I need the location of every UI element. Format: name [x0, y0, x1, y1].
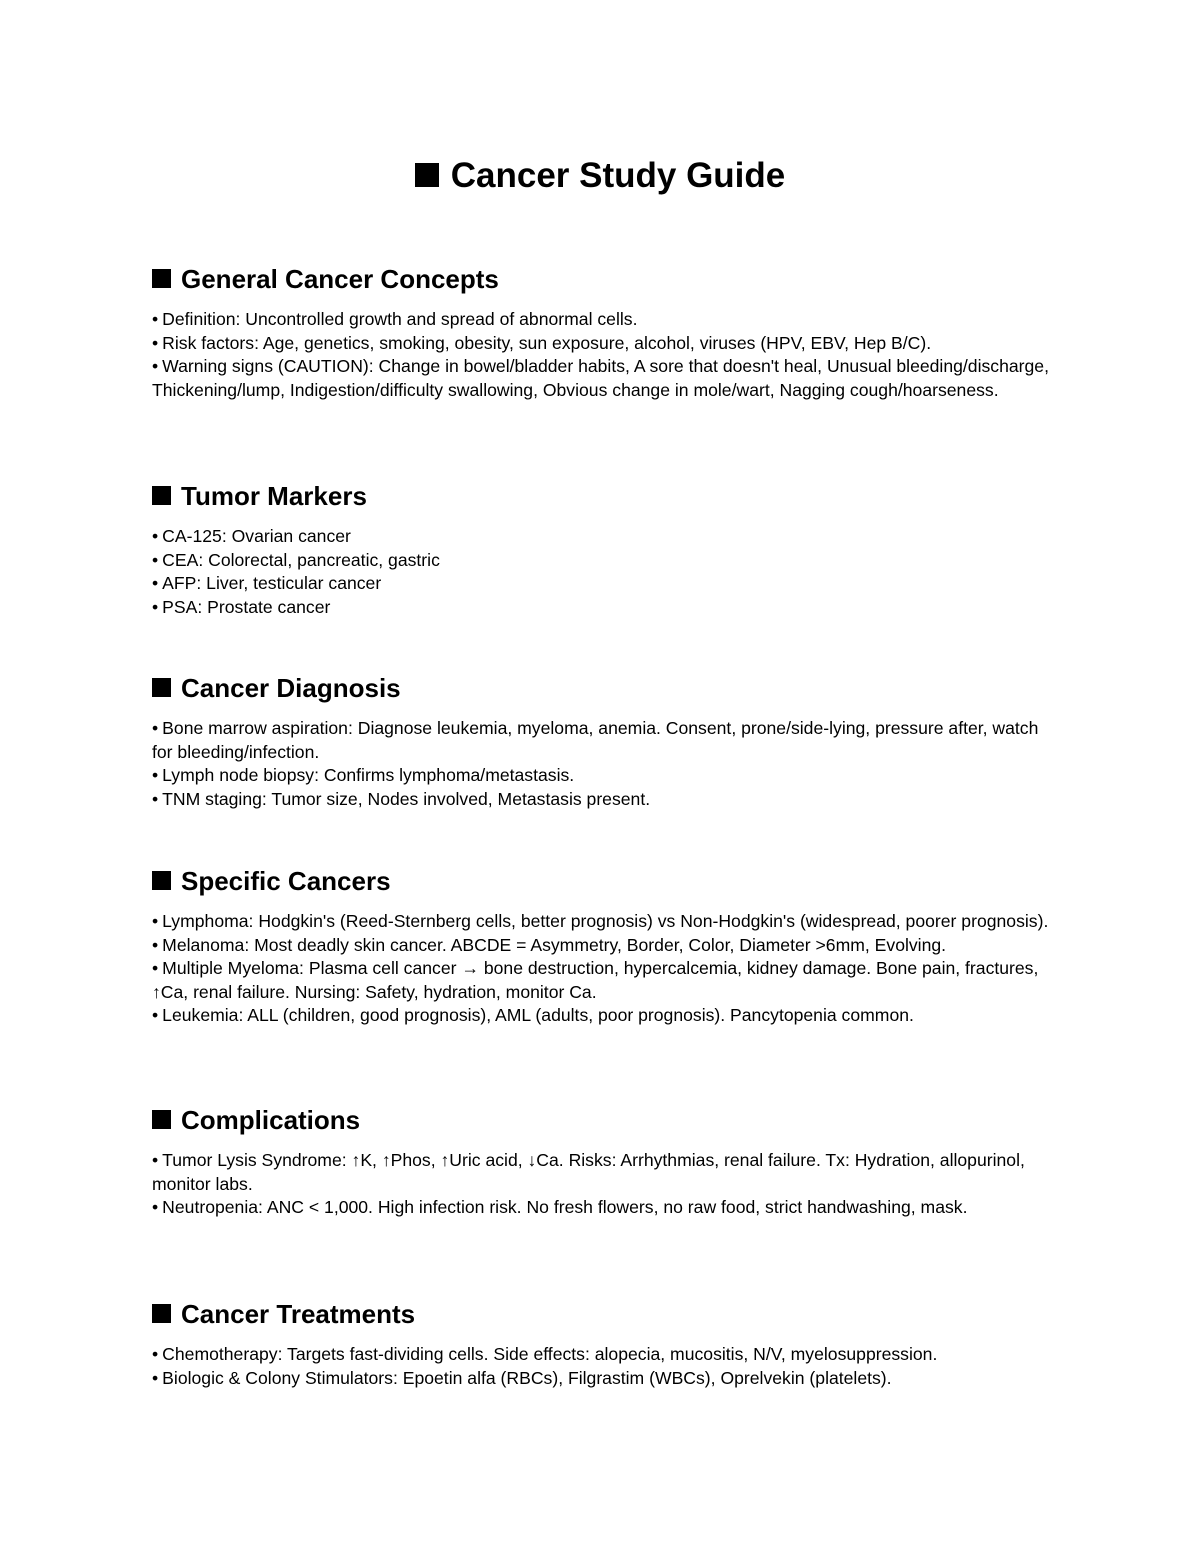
- list-item: [152, 717, 1052, 764]
- list-item: [152, 1196, 1052, 1220]
- list-item: [152, 332, 1052, 356]
- section-heading: [152, 262, 1052, 296]
- list-item-text: Lymphoma: Hodgkin's (Reed-Sternberg cells, better prognosis) vs Non-Hodgkin's (widespread, poorer prognosis).: [162, 911, 1049, 931]
- section-tumor-markers: [152, 479, 1052, 619]
- black-square-icon: [415, 163, 439, 187]
- list-item: [152, 1343, 1052, 1367]
- bullet-icon: •: [152, 934, 159, 955]
- bullet-icon: •: [152, 911, 159, 931]
- list-item: [152, 910, 1052, 934]
- section-heading-text: Complications: [181, 1105, 361, 1135]
- black-square-icon: [152, 1304, 171, 1323]
- bullet-icon: •: [152, 549, 159, 570]
- list-item-text: Biologic & Colony Stimulators: Epoetin alfa (RBCs), Filgrastim (WBCs), Oprelvekin (platelets).: [162, 1367, 892, 1388]
- list-item-text: Lymph node biopsy: Confirms lymphoma/metastasis.: [162, 765, 575, 785]
- list-item-text: CEA: Colorectal, pancreatic, gastric: [162, 549, 440, 570]
- list-item: [152, 1004, 1052, 1028]
- section-heading: [152, 1103, 1052, 1137]
- bullet-icon: •: [152, 765, 159, 785]
- list-item-text: Risk factors: Age, genetics, smoking, obesity, sun exposure, alcohol, viruses (HPV, EBV, Hep B/C).: [162, 332, 932, 353]
- section-heading-text: Cancer Treatments: [181, 1299, 416, 1329]
- bullet-list: [152, 717, 1052, 811]
- section-cancer-treatments: [152, 1297, 1052, 1390]
- list-item-text: TNM staging: Tumor size, Nodes involved, Metastasis present.: [162, 788, 651, 809]
- bullet-icon: •: [152, 309, 159, 329]
- list-item-text: Chemotherapy: Targets fast-dividing cells. Side effects: alopecia, mucositis, N/V, myelosuppression.: [162, 1344, 938, 1364]
- list-item-text: Melanoma: Most deadly skin cancer. ABCDE = Asymmetry, Border, Color, Diameter >6mm, Evolving.: [162, 934, 947, 955]
- section-heading: [152, 671, 1052, 705]
- section-heading-text: Cancer Diagnosis: [181, 673, 401, 703]
- list-item-text: Multiple Myeloma: Plasma cell cancer → bone destruction, hypercalcemia, kidney damage. Bone pain, fractures, ↑Ca, renal failure. Nursing: Safety, hydration, monitor Ca.: [152, 958, 1039, 1002]
- bullet-icon: •: [152, 1344, 159, 1364]
- list-item: [152, 764, 1052, 788]
- list-item: [152, 1367, 1052, 1391]
- bullet-icon: •: [152, 958, 159, 978]
- section-specific-cancers: [152, 864, 1052, 1028]
- list-item-text: CA-125: Ovarian cancer: [162, 526, 351, 546]
- list-item-text: Warning signs (CAUTION): Change in bowel/bladder habits, A sore that doesn't heal, Unusual bleeding/discharge, Thickening/lump, Indigestion/difficulty swallowing, Obvious change in mole/wart, Nagging cough/hoarseness.: [152, 356, 1049, 400]
- black-square-icon: [152, 1110, 171, 1129]
- bullet-icon: •: [152, 526, 159, 546]
- list-item: [152, 308, 1052, 332]
- bullet-list: [152, 1149, 1052, 1220]
- list-item-text: PSA: Prostate cancer: [162, 596, 331, 617]
- bullet-icon: •: [152, 596, 159, 617]
- list-item: [152, 525, 1052, 549]
- section-cancer-diagnosis: [152, 671, 1052, 811]
- bullet-icon: •: [152, 1197, 159, 1217]
- section-heading: [152, 479, 1052, 513]
- black-square-icon: [152, 871, 171, 890]
- black-square-icon: [152, 269, 171, 288]
- black-square-icon: [152, 486, 171, 505]
- section-general-cancer-concepts: [152, 262, 1052, 402]
- list-item: [152, 957, 1052, 1004]
- list-item-text: Definition: Uncontrolled growth and spread of abnormal cells.: [162, 309, 638, 329]
- section-heading: [152, 1297, 1052, 1331]
- bullet-list: [152, 308, 1052, 402]
- bullet-list: [152, 1343, 1052, 1390]
- bullet-icon: •: [152, 573, 159, 593]
- bullet-icon: •: [152, 788, 159, 809]
- bullet-icon: •: [152, 332, 159, 353]
- page-title: [0, 152, 1200, 200]
- section-heading-text: General Cancer Concepts: [181, 264, 499, 294]
- section-heading-text: Specific Cancers: [181, 866, 391, 896]
- list-item-text: AFP: Liver, testicular cancer: [162, 573, 382, 593]
- black-square-icon: [152, 678, 171, 697]
- list-item: [152, 549, 1052, 573]
- list-item-text: Bone marrow aspiration: Diagnose leukemia, myeloma, anemia. Consent, prone/side-lying, pressure after, watch for bleeding/infection.: [152, 718, 1039, 762]
- bullet-icon: •: [152, 718, 159, 738]
- bullet-icon: •: [152, 1150, 159, 1170]
- page-title-text: Cancer Study Guide: [450, 156, 786, 195]
- list-item: [152, 934, 1052, 958]
- list-item: [152, 355, 1052, 402]
- list-item-text: Leukemia: ALL (children, good prognosis), AML (adults, poor prognosis). Pancytopenia common.: [162, 1005, 914, 1025]
- bullet-icon: •: [152, 356, 159, 376]
- bullet-list: [152, 525, 1052, 619]
- list-item: [152, 788, 1052, 812]
- section-heading: [152, 864, 1052, 898]
- list-item: [152, 572, 1052, 596]
- list-item: [152, 1149, 1052, 1196]
- list-item-text: Neutropenia: ANC < 1,000. High infection risk. No fresh flowers, no raw food, strict handwashing, mask.: [162, 1197, 968, 1217]
- bullet-icon: •: [152, 1005, 159, 1025]
- section-complications: [152, 1103, 1052, 1220]
- section-heading-text: Tumor Markers: [181, 481, 367, 511]
- list-item: [152, 596, 1052, 620]
- bullet-list: [152, 910, 1052, 1028]
- list-item-text: Tumor Lysis Syndrome: ↑K, ↑Phos, ↑Uric acid, ↓Ca. Risks: Arrhythmias, renal failure. Tx: Hydration, allopurinol, monitor labs.: [152, 1150, 1025, 1194]
- bullet-icon: •: [152, 1367, 159, 1388]
